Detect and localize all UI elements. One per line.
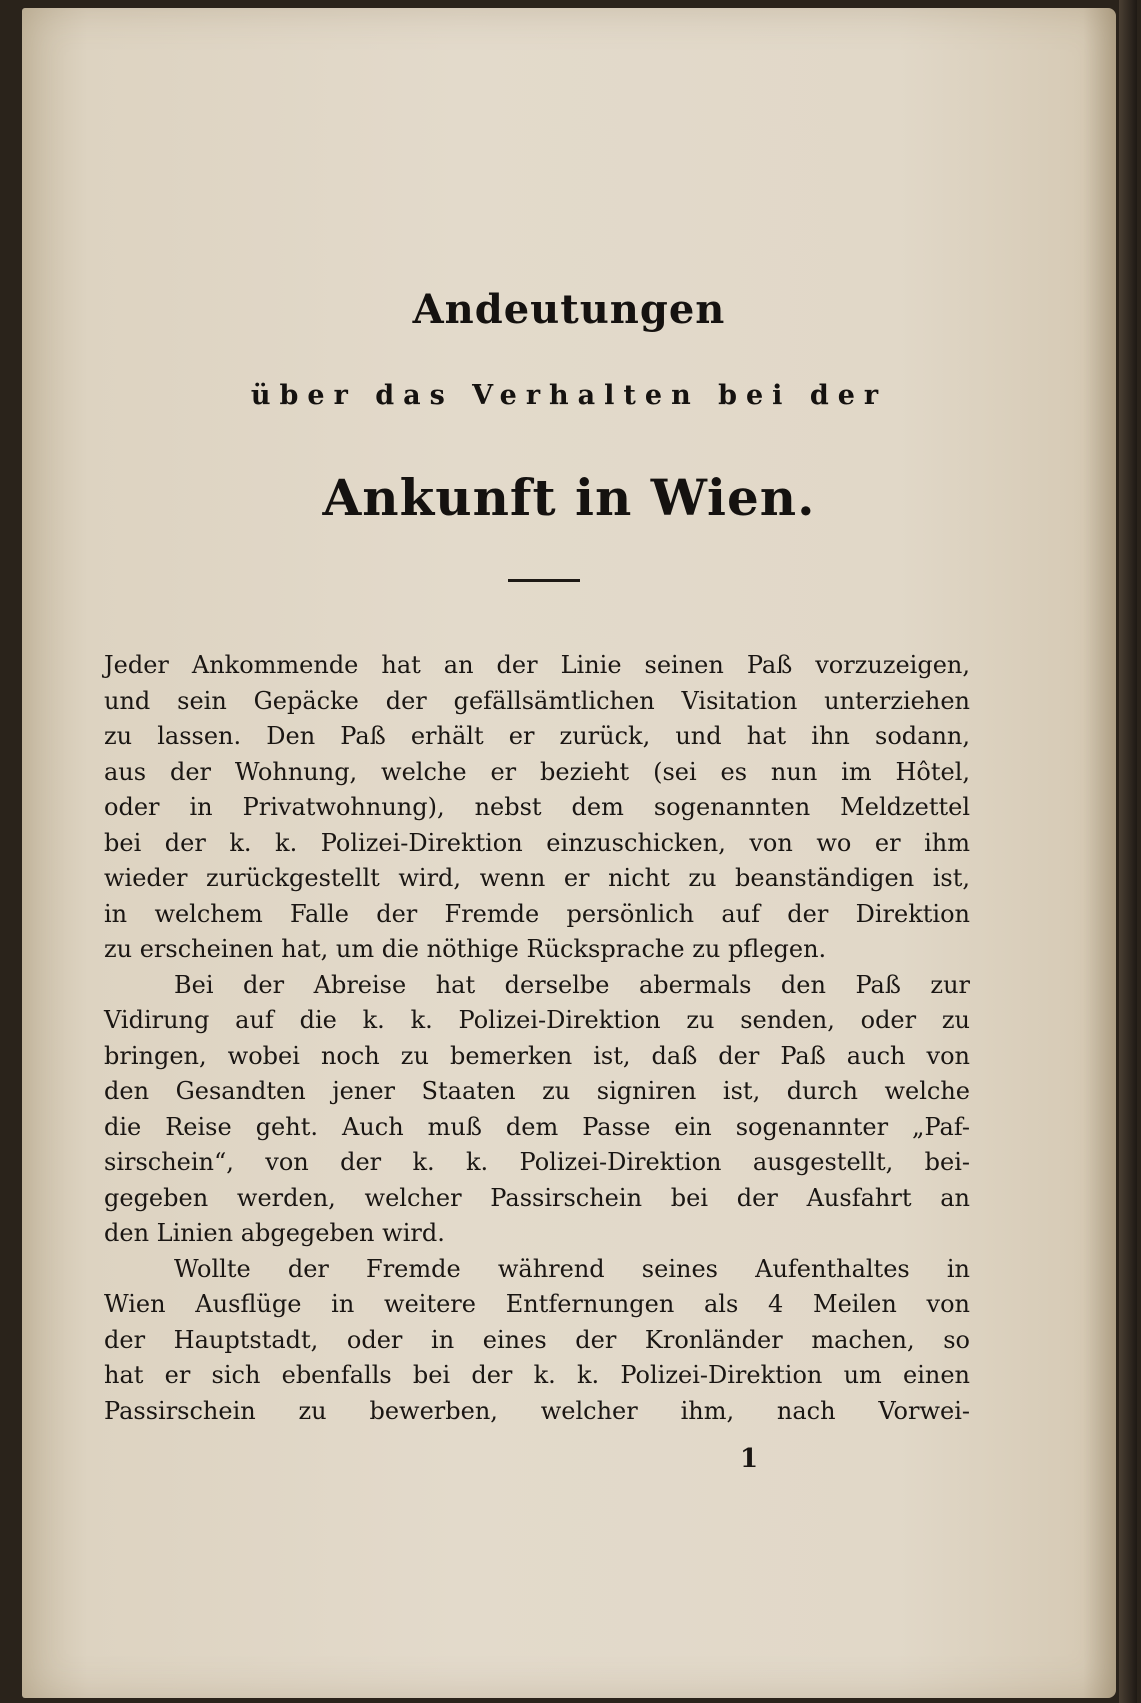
text-line: Jeder Ankommende hat an der Linie seinen Paß vorzuzeigen, <box>104 651 970 679</box>
text-line: hat er sich ebenfalls bei der k. k. Polizei-Direktion um einen <box>104 1361 970 1389</box>
text-line: aus der Wohnung, welche er bezieht (sei es nun im Hôtel, <box>104 757 970 786</box>
paragraph-1 <box>104 648 970 968</box>
text-line: in welchem Falle der Fremde persönlich auf der Direktion <box>104 899 970 928</box>
book-page <box>22 8 1116 1698</box>
text-line: Wien Ausflüge in weitere Entfernungen als 4 Meilen von <box>104 1290 970 1318</box>
text-line: den Linien abgegeben wird. <box>104 1219 445 1247</box>
heading-line-2: über das Verhalten bei der <box>250 380 888 411</box>
paragraph-3 <box>104 1252 970 1430</box>
text-line: sirschein“, von der k. k. Polizei-Direktion ausgestellt, bei- <box>104 1148 970 1176</box>
page-number: 1 <box>740 1444 759 1474</box>
text-line: Bei der Abreise hat derselbe abermals den Paß zur <box>174 970 970 999</box>
text-line: bringen, wobei noch zu bemerken ist, daß der Paß auch von <box>104 1041 970 1070</box>
text-line: bei der k. k. Polizei-Direktion einzuschicken, von wo er ihm <box>104 828 970 857</box>
text-line: Vidirung auf die k. k. Polizei-Direktion zu senden, oder zu <box>104 1006 970 1034</box>
text-line: zu erscheinen hat, um die nöthige Rücksprache zu pflegen. <box>104 935 827 963</box>
text-line: Passirschein zu bewerben, welcher ihm, nach Vorwei- <box>104 1396 970 1425</box>
heading-line-3: Ankunft in Wien. <box>322 468 816 527</box>
text-line: wieder zurückgestellt wird, wenn er nicht zu beanständigen ist, <box>104 864 970 892</box>
text-line: zu lassen. Den Paß erhält er zurück, und hat ihn sodann, <box>104 722 970 750</box>
text-line: oder in Privatwohnung), nebst dem sogenannten Meldzettel <box>104 793 970 821</box>
book-edge <box>1119 0 1137 1703</box>
heading-line-1: Andeutungen <box>412 286 726 333</box>
text-line: Wollte der Fremde während seines Aufenthaltes in <box>174 1254 970 1283</box>
body-text <box>104 648 970 1429</box>
separator-rule <box>508 579 580 582</box>
text-line: und sein Gepäcke der gefällsämtlichen Visitation unterziehen <box>104 686 970 715</box>
text-line: gegeben werden, welcher Passirschein bei der Ausfahrt an <box>104 1183 970 1212</box>
text-line: den Gesandten jener Staaten zu signiren ist, durch welche <box>104 1077 970 1105</box>
text-line: die Reise geht. Auch muß dem Passe ein sogenannter „Paf- <box>104 1112 970 1141</box>
paragraph-2 <box>104 968 970 1252</box>
text-line: der Hauptstadt, oder in eines der Kronländer machen, so <box>104 1325 970 1354</box>
